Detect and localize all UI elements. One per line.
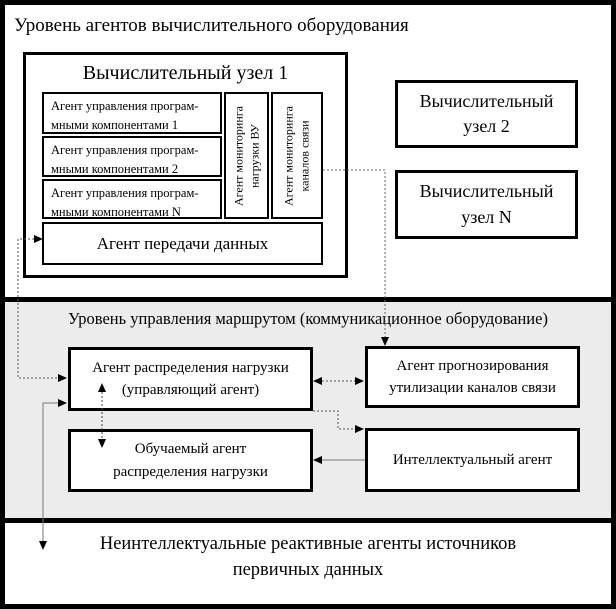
computing-node-2-line2: узел 2 — [463, 116, 510, 136]
intellectual-agent-label: Интеллектуальный агент — [392, 451, 553, 468]
computing-node-n-line2: узел N — [461, 206, 512, 227]
load-distribution-agent-box — [68, 347, 313, 411]
learning-agent-box — [68, 429, 313, 492]
computing-node-2-line1: Вычислительный — [419, 90, 554, 111]
data-transfer-agent-label: Агент передачи данных — [96, 233, 269, 253]
intellectual-agent-box — [365, 428, 580, 492]
utilization-forecast-line1: Агент прогнозирования — [396, 357, 549, 374]
reactive-level-line2: первичных данных — [232, 559, 384, 580]
channel-monitor-line1: Агент мониторинга — [281, 105, 296, 206]
utilization-forecast-agent-box — [365, 346, 580, 408]
load-monitor-line2: нагрузки ВУ — [246, 123, 261, 188]
computing-node-n-box — [395, 170, 578, 239]
computing-node-n-line1: Вычислительный — [419, 181, 554, 202]
utilization-forecast-line2: утилизации каналов связи — [389, 380, 556, 396]
software-agent-n-box — [42, 179, 222, 219]
reactive-level-text — [5, 532, 611, 584]
software-agent-2-line1: Агент управления програм- — [51, 143, 199, 157]
load-distribution-line1: Агент распределения нагрузки — [92, 359, 289, 376]
reactive-level-line1: Неинтеллектуальные реактивные агенты источников — [99, 534, 517, 554]
software-agent-1-line1: Агент управления програм- — [51, 99, 199, 113]
learning-agent-line1: Обучаемый агент — [134, 441, 247, 457]
software-agent-n-line2: мными компонентами N — [51, 204, 181, 219]
software-agent-n-line1: Агент управления програм- — [51, 186, 199, 200]
software-agent-2-line2: мными компонентами 2 — [51, 161, 179, 176]
learning-agent-line2: распределения нагрузки — [113, 463, 268, 480]
computing-node-1-title: Вычислительный узел 1 — [82, 62, 289, 84]
load-monitor-agent-box — [224, 92, 269, 219]
data-transfer-agent-box — [42, 222, 323, 265]
hardware-level-title: Уровень агентов вычислительного оборудования — [14, 15, 409, 36]
route-level-title: Уровень управления маршрутом (коммуникационное оборудование) — [68, 309, 548, 328]
load-monitor-line1: Агент мониторинга — [230, 105, 245, 206]
software-agent-1-line2: мными компонентами 1 — [51, 117, 179, 132]
load-distribution-line2: (управляющий агент) — [121, 382, 260, 398]
software-agent-2-box — [42, 136, 222, 177]
channel-monitor-line2: каналов связи — [297, 120, 311, 191]
computing-node-2-box — [395, 80, 578, 148]
channel-monitor-agent-box — [271, 92, 323, 219]
software-agent-1-box — [42, 92, 222, 134]
